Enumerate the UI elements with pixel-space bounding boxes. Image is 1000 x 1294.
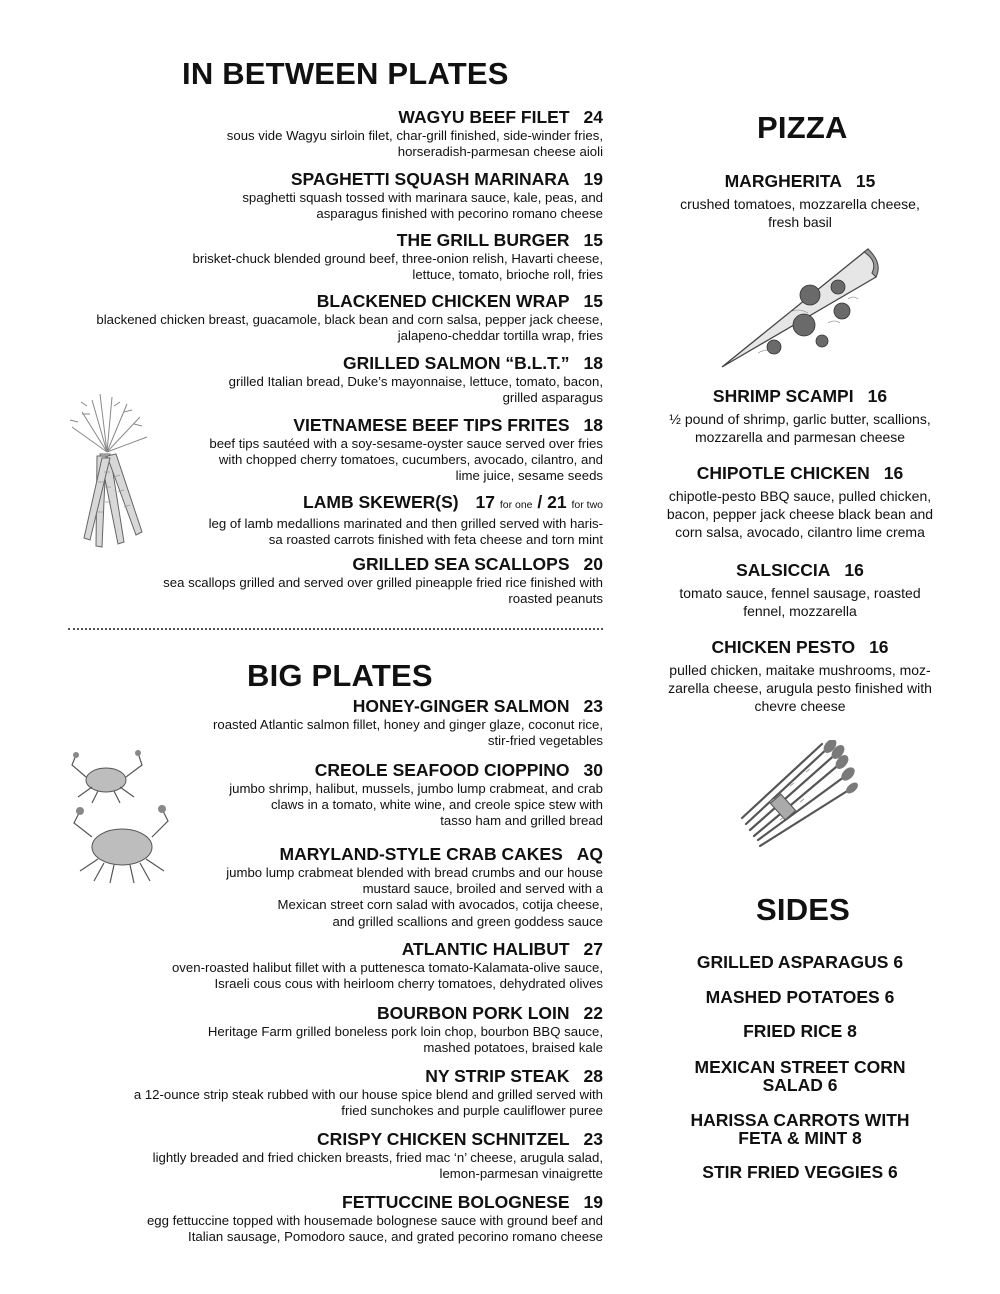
menu-item-wagyu-beef-filet xyxy=(43,107,603,160)
menu-item-atlantic-halibut xyxy=(43,939,603,992)
item-name: GRILLED SALMON “B.L.T.” xyxy=(343,353,570,373)
item-price: 19 xyxy=(583,169,603,189)
menu-item-grilled-sea-scallops xyxy=(43,554,603,607)
item-price: 19 xyxy=(583,1192,603,1212)
item-name: MARGHERITA xyxy=(724,171,842,191)
item-name: CHICKEN PESTO xyxy=(711,637,856,657)
item-desc-line: bacon, pepper jack cheese black bean and xyxy=(666,506,934,522)
side-line: MEXICAN STREET CORN xyxy=(694,1057,906,1077)
pizza-item-salsiccia xyxy=(650,560,950,620)
item-desc-line: chipotle-pesto BBQ sauce, pulled chicken, xyxy=(668,488,932,504)
item-desc-line: grilled Italian bread, Duke’s mayonnaise, lettuce, tomato, bacon, xyxy=(228,374,603,389)
menu-item-the-grill-burger xyxy=(43,230,603,283)
section-title-in-between-plates: IN BETWEEN PLATES xyxy=(182,56,509,91)
item-desc-line: crushed tomatoes, mozzarella cheese, xyxy=(680,196,920,212)
side-item-harissa-carrots xyxy=(660,1111,940,1147)
item-desc-line: zarella cheese, arugula pesto finished with xyxy=(668,680,932,696)
side-line: FRIED RICE 8 xyxy=(743,1021,857,1041)
item-desc-line: tomato sauce, fennel sausage, roasted xyxy=(679,585,921,601)
item-price: 16 xyxy=(869,637,889,657)
menu-item-ny-strip-steak xyxy=(43,1066,603,1119)
item-desc-line: lettuce, tomato, brioche roll, fries xyxy=(412,267,603,283)
item-desc-line: Mexican street corn salad with avocados, cotija cheese, xyxy=(277,897,603,913)
item-price: 16 xyxy=(867,386,888,406)
item-price: 30 xyxy=(583,760,603,780)
carrots-illustration xyxy=(52,392,162,552)
item-price: AQ xyxy=(576,844,603,864)
item-name: ATLANTIC HALIBUT xyxy=(401,939,570,959)
item-name: BOURBON PORK LOIN xyxy=(377,1003,570,1023)
section-title-sides: SIDES xyxy=(756,892,851,927)
section-title-big-plates: BIG PLATES xyxy=(247,658,433,693)
item-price-label-one: for one xyxy=(499,499,533,511)
item-desc-line: lime juice, sesame seeds xyxy=(455,468,603,484)
item-desc-line: grilled asparagus xyxy=(502,390,603,406)
item-price-separator: / xyxy=(537,492,543,512)
item-price: 18 xyxy=(583,415,603,435)
item-desc-line: tasso ham and grilled bread xyxy=(440,813,603,829)
item-name: BLACKENED CHICKEN WRAP xyxy=(316,291,570,311)
side-item-grilled-asparagus xyxy=(660,953,940,971)
item-price-two: 21 xyxy=(547,492,567,512)
side-item-mashed-potatoes xyxy=(660,988,940,1006)
menu-item-bourbon-pork-loin xyxy=(43,1003,603,1056)
item-desc-line: beef tips sautéed with a soy-sesame-oyster sauce served over fries xyxy=(209,436,603,451)
item-desc-line: with chopped cherry tomatoes, cucumbers, avocado, cilantro, and xyxy=(218,452,603,468)
item-price: 24 xyxy=(583,107,603,127)
item-price: 16 xyxy=(883,463,904,483)
pizza-slice-illustration xyxy=(718,243,883,373)
item-desc-line: claws in a tomato, white wine, and creole spice stew with xyxy=(270,797,603,813)
item-price: 15 xyxy=(583,230,603,250)
item-name: FETTUCCINE BOLOGNESE xyxy=(342,1192,570,1212)
side-line: HARISSA CARROTS WITH xyxy=(690,1110,910,1130)
side-line: MASHED POTATOES 6 xyxy=(705,987,895,1007)
side-line: SALAD 6 xyxy=(762,1075,838,1095)
item-desc-line: leg of lamb medallions marinated and then grilled served with haris- xyxy=(208,516,603,531)
item-desc-line: blackened chicken breast, guacamole, black bean and corn salsa, pepper jack cheese, xyxy=(96,312,603,327)
item-desc-line: jumbo lump crabmeat blended with bread crumbs and our house xyxy=(226,865,603,880)
item-desc-line: Heritage Farm grilled boneless pork loin chop, bourbon BBQ sauce, xyxy=(207,1024,603,1039)
menu-item-fettuccine-bolognese xyxy=(43,1192,603,1245)
item-desc-line: stir-fried vegetables xyxy=(487,733,603,749)
item-desc-line: roasted Atlantic salmon fillet, honey and ginger glaze, coconut rice, xyxy=(213,717,603,732)
item-desc-line: ½ pound of shrimp, garlic butter, scallions, xyxy=(669,411,931,427)
menu-item-crispy-chicken-schnitzel xyxy=(43,1129,603,1182)
item-desc-line: horseradish-parmesan cheese aioli xyxy=(397,144,603,160)
item-desc-line: and grilled scallions and green goddess sauce xyxy=(332,913,603,929)
item-price: 28 xyxy=(583,1066,603,1086)
asparagus-illustration xyxy=(730,740,860,850)
item-name: SALSICCIA xyxy=(736,560,831,580)
item-name: GRILLED SEA SCALLOPS xyxy=(352,554,570,574)
item-desc-line: fried sunchokes and purple cauliflower puree xyxy=(341,1103,603,1119)
item-name: CHIPOTLE CHICKEN xyxy=(696,463,870,483)
menu-item-spaghetti-squash-marinara xyxy=(43,169,603,222)
item-name: LAMB SKEWER(S) xyxy=(303,492,459,512)
menu-item-maryland-style-crab-cakes xyxy=(183,844,603,930)
pizza-item-shrimp-scampi xyxy=(650,386,950,446)
item-price: 18 xyxy=(583,353,603,373)
pizza-item-margherita xyxy=(650,171,950,231)
item-desc-line: brisket-chuck blended ground beef, three-onion relish, Havarti cheese, xyxy=(192,251,603,266)
section-title-pizza: PIZZA xyxy=(757,110,848,145)
item-name: HONEY-GINGER SALMON xyxy=(352,696,570,716)
item-desc-line: lightly breaded and fried chicken breasts, fried mac ‘n’ cheese, arugula salad, xyxy=(152,1150,603,1165)
item-price-label-two: for two xyxy=(571,499,603,511)
item-price: 15 xyxy=(855,171,876,191)
side-item-mexican-street-corn-salad xyxy=(660,1058,940,1094)
pizza-item-chipotle-chicken xyxy=(650,463,950,541)
item-desc-line: sous vide Wagyu sirloin filet, char-grill finished, side-winder fries, xyxy=(226,128,603,143)
item-desc-line: fresh basil xyxy=(768,214,832,230)
item-desc-line: asparagus finished with pecorino romano cheese xyxy=(316,206,603,222)
item-price-one: 17 xyxy=(475,492,495,512)
item-name: MARYLAND-STYLE CRAB CAKES xyxy=(279,844,563,864)
item-desc-line: oven-roasted halibut fillet with a puttenesca tomato-Kalamata-olive sauce, xyxy=(171,960,603,975)
item-desc-line: sa roasted carrots finished with feta cheese and torn mint xyxy=(268,532,603,548)
item-name: CREOLE SEAFOOD CIOPPINO xyxy=(314,760,570,780)
side-item-stir-fried-veggies xyxy=(660,1163,940,1181)
item-desc-line: jumbo shrimp, halibut, mussels, jumbo lump crabmeat, and crab xyxy=(229,781,603,796)
item-desc-line: fennel, mozzarella xyxy=(743,603,857,619)
item-desc-line: Italian sausage, Pomodoro sauce, and grated pecorino romano cheese xyxy=(188,1229,603,1245)
menu-item-blackened-chicken-wrap xyxy=(23,291,603,344)
side-line: FETA & MINT 8 xyxy=(738,1128,862,1148)
item-desc-line: jalapeno-cheddar tortilla wrap, fries xyxy=(397,328,603,344)
side-line: STIR FRIED VEGGIES 6 xyxy=(702,1162,898,1182)
item-name: VIETNAMESE BEEF TIPS FRITES xyxy=(293,415,570,435)
item-name: NY STRIP STEAK xyxy=(425,1066,570,1086)
item-price: 23 xyxy=(583,696,603,716)
item-desc-line: chevre cheese xyxy=(754,698,846,714)
item-price: 23 xyxy=(583,1129,603,1149)
item-name: WAGYU BEEF FILET xyxy=(398,107,570,127)
item-name: CRISPY CHICKEN SCHNITZEL xyxy=(317,1129,570,1149)
side-item-fried-rice xyxy=(660,1022,940,1040)
pizza-item-chicken-pesto xyxy=(650,637,950,715)
crabs-illustration xyxy=(64,735,174,885)
menu-item-creole-seafood-cioppino xyxy=(183,760,603,830)
item-desc-line: spaghetti squash tossed with marinara sauce, kale, peas, and xyxy=(242,190,603,205)
item-desc-line: mustard sauce, broiled and served with a xyxy=(362,881,603,897)
item-desc-line: mashed potatoes, braised kale xyxy=(423,1040,603,1056)
item-price: 20 xyxy=(583,554,603,574)
item-price: 27 xyxy=(583,939,603,959)
item-desc-line: Israeli cous cous with heirloom cherry tomatoes, dehydrated olives xyxy=(214,976,603,992)
item-price: 15 xyxy=(583,291,603,311)
item-desc-line: lemon-parmesan vinaigrette xyxy=(439,1166,603,1182)
item-desc-line: mozzarella and parmesan cheese xyxy=(694,429,906,445)
item-desc-line: roasted peanuts xyxy=(508,591,603,607)
item-price: 22 xyxy=(583,1003,603,1023)
item-desc-line: corn salsa, avocado, cilantro lime crema xyxy=(675,524,925,540)
item-name: SPAGHETTI SQUASH MARINARA xyxy=(290,169,570,189)
item-desc-line: sea scallops grilled and served over grilled pineapple fried rice finished with xyxy=(163,575,603,590)
item-name: SHRIMP SCAMPI xyxy=(712,386,854,406)
item-price: 16 xyxy=(844,560,864,580)
item-name: THE GRILL BURGER xyxy=(396,230,570,250)
item-desc-line: pulled chicken, maitake mushrooms, moz- xyxy=(669,662,931,678)
section-divider xyxy=(68,628,603,630)
side-line: GRILLED ASPARAGUS 6 xyxy=(696,952,904,972)
item-desc-line: a 12-ounce strip steak rubbed with our house spice blend and grilled served with xyxy=(133,1087,603,1102)
item-desc-line: egg fettuccine topped with housemade bolognese sauce with ground beef and xyxy=(146,1213,603,1228)
